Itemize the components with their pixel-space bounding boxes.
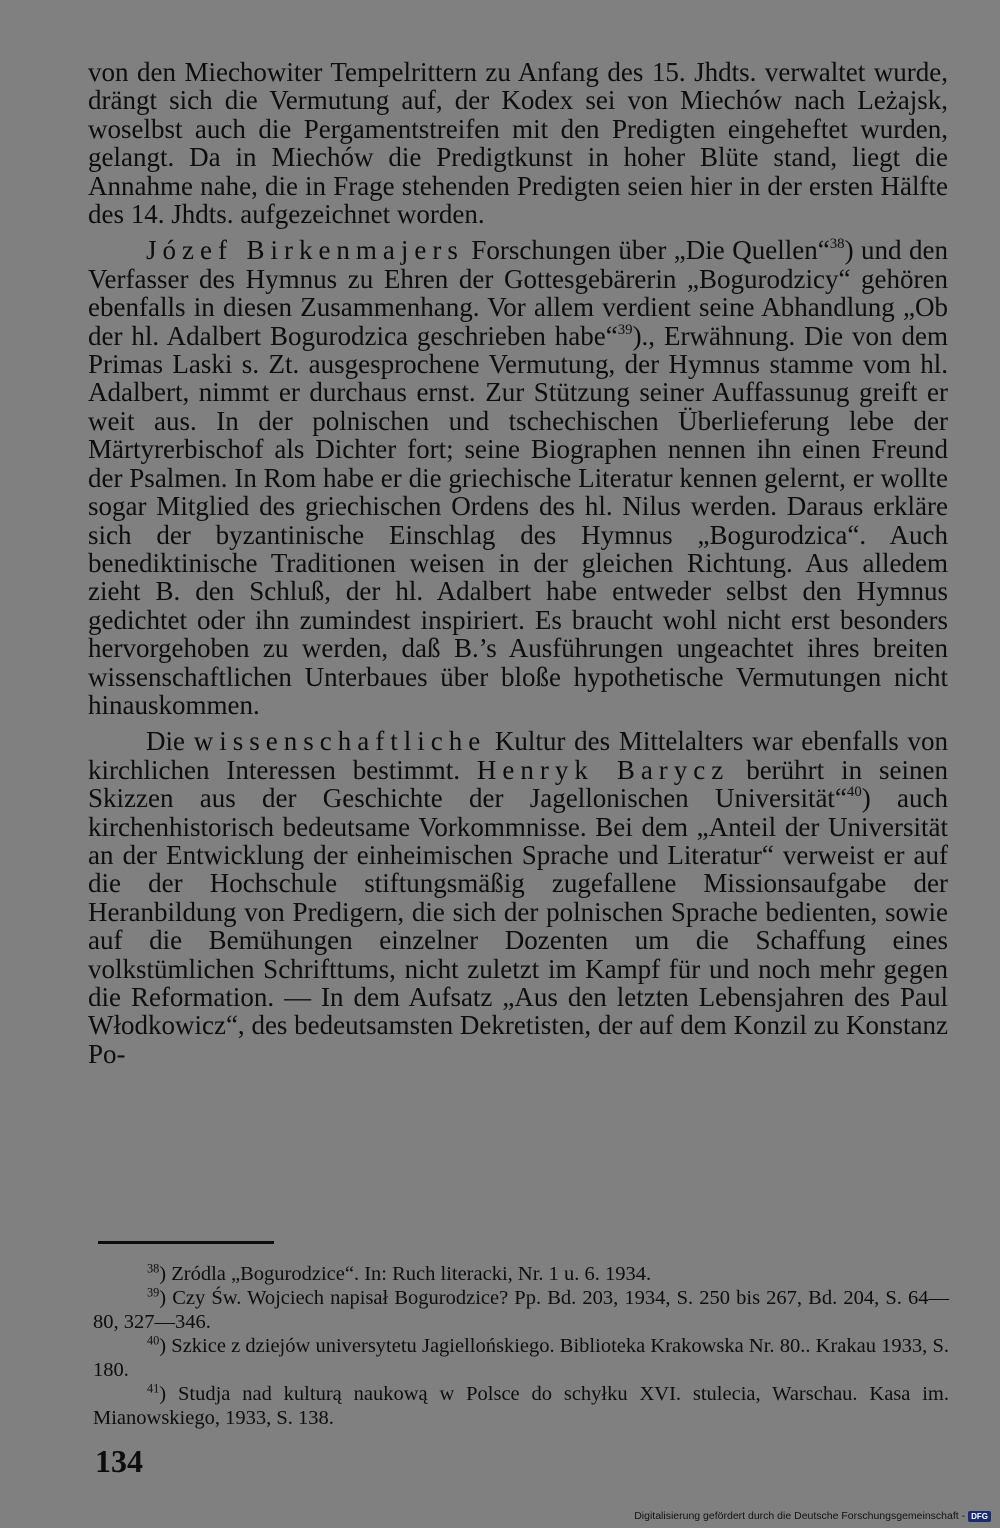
main-text [88, 58, 948, 1068]
author-name-barycz: Henryk Barycz [476, 754, 730, 785]
paragraph-3: Die wissenschaftliche Kultur des Mittelalters war ebenfalls von kirchlichen Interessen bestimmt. Henryk Barycz berührt in seinen Skizzen aus der Geschichte der Jagellonischen Universität“$^{40}$) auch kirchenhistorisch bedeutsame Vorkommnisse. Bei dem „Anteil der Universität an der Entwicklung der einheimischen Sprache und Literatur“ verweist er auf die der Hochschule stiftungsmäßig zugefallene Missionsaufgabe der Heranbildung von Predigern, die sich der polnischen Sprache bedienten, sowie auf die Bemühungen einzelner Dozenten um die Schaffung eines volkstümlichen Schrifttums, nicht zuletzt im Kampf für und noch mehr gegen die Reformation. — In dem Aufsatz „Aus den letzten Lebensjahren des Paul Włodkowicz“, des bedeutsamsten Dekretisten, der auf dem Konzil zu Konstanz Po- [88, 726, 948, 1069]
footnote-41: $^{41}$) Studja nad kulturą naukową w Polsce do schyłku XVI. stulecia, Warschau. Kasa im. Mianowskiego, 1933, S. 138. [93, 1381, 949, 1429]
credit-text: Digitalisierung gefördert durch die Deutsche Forschungsgemeinschaft - [634, 1510, 966, 1522]
footnotes [93, 1262, 949, 1430]
paragraph-1: von den Miechowiter Tempelrittern zu Anfang des 15. Jhdts. verwaltet wurde, drängt sich die Vermutung auf, der Kodex sei von Miechów nach Leżajsk, woselbst auch die Pergamentstreifen mit den Predigten eingeheftet wurden, gelangt. Da in Miechów die Predigtkunst in hoher Blüte stand, liegt die Annahme nahe, die in Frage stehenden Predigten seien hier in der ersten Hälfte des 14. Jhdts. aufgezeichnet worden. [88, 57, 948, 230]
spaced-word: wissenschaftliche [193, 726, 487, 757]
footnote-39: $^{39}$) Czy Św. Wojciech napisał Bogurodzice? Pp. Bd. 203, 1934, S. 250 bis 267, Bd. 204, S. 64—80, 327—346. [93, 1285, 949, 1333]
paragraph-2: Józef Birkenmajers Forschungen über „Die Quellen“$^{38}$) und den Verfasser des Hymnus zu Ehren der Gottesgebärerin „Bogurodzicy“ gehören ebenfalls in diesen Zusammenhang. Vor allem verdient seine Abhandlung „Ob der hl. Adalbert Bogurodzica geschrieben habe“$^{39}$)., Erwähnung. Die von dem Primas Laski s. Zt. ausgesprochene Vermutung, der Hymnus stamme vom hl. Adalbert, nimmt er durchaus ernst. Zur Stützung seiner Auffassunug greift er weit aus. In der polnischen und tschechischen Überlieferung lebe der Märtyrerbischof als Dichter fort; seine Biographen nennen ihn einen Freund der Psalmen. In Rom habe er die griechische Literatur kennen gelernt, er wollte sogar Mitglied des griechischen Ordens des hl. Nilus werden. Daraus erkläre sich der byzantinische Einschlag des Hymnus „Bogurodzica“. Auch benediktinische Traditionen weisen in der gleichen Richtung. Aus alledem zieht B. den Schluß, der hl. Adalbert habe entweder selbst den Hymnus gedichtet oder ihn zumindest inspiriert. Es braucht wohl nicht erst besonders hervorgehoben zu werden, daß B.’s Ausführungen ungeachtet ihres breiten wissenschaftlichen Unterbaues über bloße hypothetische Vermutungen nicht hinauskommen. [88, 235, 948, 720]
footnote-divider [98, 1241, 274, 1244]
footnote-ref-38[interactable]: 38 [829, 236, 845, 253]
footnote-ref-39[interactable]: 39 [617, 321, 633, 338]
author-name-birkenmajer: Józef Birkenmajers [146, 235, 464, 266]
page-number: 134 [95, 1443, 143, 1479]
digitization-credit [634, 1510, 991, 1522]
footnote-38: $^{38}$) Zródla „Bogurodzice“. In: Ruch literacki, Nr. 1 u. 6. 1934. [147, 1261, 652, 1285]
footnote-40: $^{40}$) Szkice z dziejów universytetu Jagiellońskiego. Biblioteka Krakowska Nr. 80.. Krakau 1933, S. 180. [93, 1333, 949, 1381]
dfg-logo-icon: DFG [968, 1511, 991, 1522]
footnote-ref-40[interactable]: 40 [846, 784, 862, 801]
